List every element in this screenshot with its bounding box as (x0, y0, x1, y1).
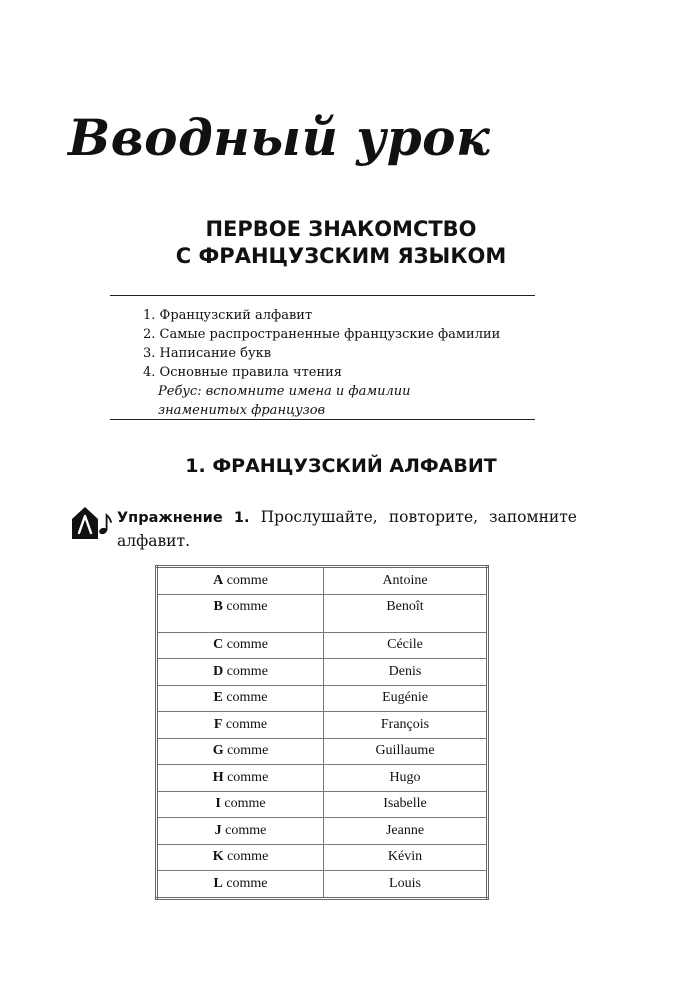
lesson-contents (143, 306, 523, 420)
example-name: Jeanne (324, 818, 488, 845)
comme-word: comme (226, 598, 268, 614)
table-row (157, 765, 488, 792)
example-name: Hugo (324, 765, 488, 792)
comme-word: comme (225, 716, 268, 732)
toc-rebus-note: Ребус: вспомните имена и фамилии знаменитых французов (158, 384, 411, 418)
alphabet-letter: L (213, 875, 223, 891)
alphabet-letter: K (212, 849, 224, 865)
example-name: Kévin (324, 844, 488, 871)
alphabet-letter: G (212, 743, 224, 759)
table-row (157, 567, 488, 595)
exercise-instruction (117, 506, 577, 553)
table-row (157, 594, 488, 632)
alphabet-letter: B (213, 598, 223, 614)
table-row (157, 791, 488, 818)
example-name: Benoît (324, 594, 488, 632)
toc-item: 1. Французский алфавит (143, 308, 313, 323)
subtitle-line-2: С ФРАНЦУЗСКИМ ЯЗЫКОМ (175, 244, 507, 268)
alphabet-letter: E (213, 690, 223, 706)
table-row (157, 844, 488, 871)
table-row (157, 659, 488, 686)
exercise-label: Упражнение 1. (117, 510, 250, 526)
alphabet-letter: A (213, 572, 224, 588)
comme-word: comme (224, 796, 266, 812)
table-row (157, 738, 488, 765)
comme-word: comme (226, 663, 268, 679)
alphabet-letter: I (215, 796, 221, 812)
comme-word: comme (225, 822, 267, 838)
example-name: Denis (324, 659, 488, 686)
table-row (157, 818, 488, 845)
table-row (157, 712, 488, 739)
alphabet-table (155, 565, 489, 900)
example-name: Eugénie (324, 685, 488, 712)
audio-note-icon[interactable] (70, 505, 112, 541)
example-name: Cécile (324, 632, 488, 659)
lesson-subtitle (0, 216, 682, 270)
toc-item: 3. Написание букв (143, 346, 272, 361)
toc-bottom-divider (110, 419, 535, 420)
toc-item: 4. Основные правила чтения (143, 365, 342, 380)
example-name: Isabelle (324, 791, 488, 818)
comme-word: comme (226, 875, 268, 891)
comme-word: comme (226, 637, 268, 653)
example-name: Guillaume (324, 738, 488, 765)
comme-word: comme (226, 572, 268, 588)
comme-word: comme (227, 743, 269, 759)
comme-word: comme (227, 769, 269, 785)
table-row (157, 871, 488, 899)
lesson-title: Вводный урок (68, 108, 491, 167)
comme-word: comme (227, 849, 269, 865)
alphabet-letter: J (214, 822, 222, 838)
example-name: François (324, 712, 488, 739)
table-row (157, 632, 488, 659)
alphabet-letter: F (213, 716, 223, 732)
exercise-text: Прослушайте, повторите, запомните алфавит. (117, 508, 577, 550)
comme-word: comme (226, 690, 268, 706)
toc-item: 2. Самые распространенные французские фамилии (143, 327, 501, 342)
subtitle-line-1: ПЕРВОЕ ЗНАКОМСТВО (205, 217, 477, 241)
alphabet-letter: C (213, 637, 224, 653)
example-name: Louis (324, 871, 488, 899)
section-heading: 1. ФРАНЦУЗСКИЙ АЛФАВИТ (185, 455, 497, 477)
example-name: Antoine (324, 567, 488, 595)
alphabet-letter: H (212, 769, 224, 785)
table-row (157, 685, 488, 712)
alphabet-letter: D (213, 663, 224, 679)
toc-top-divider (110, 295, 535, 296)
